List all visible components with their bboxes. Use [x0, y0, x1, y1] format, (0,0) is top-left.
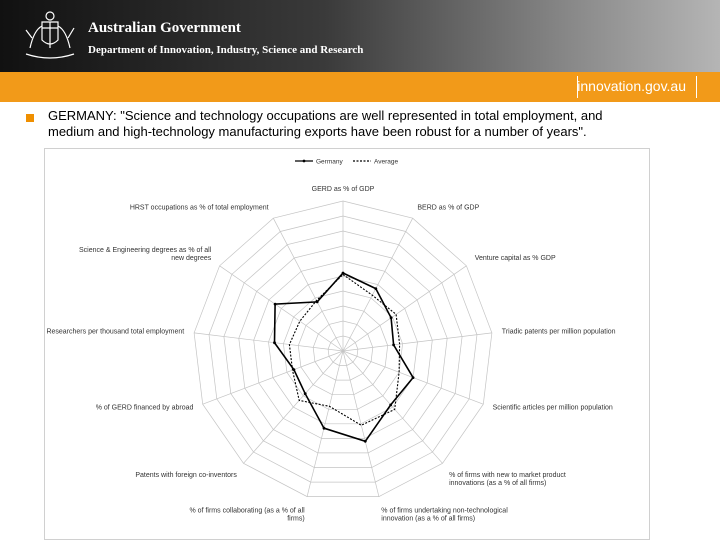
radar-spoke-6 [343, 351, 443, 463]
bar-divider-right [696, 76, 697, 98]
axis-label-13: HRST occupations as % of total employment [129, 204, 269, 212]
statement-line-1: GERMANY: "Science and technology occupations are well represented in total employment, and [48, 108, 603, 123]
header-banner [0, 0, 720, 72]
radar-chart-frame [44, 148, 650, 540]
data-point-germany-9 [304, 392, 307, 395]
axis-label-12: Science & Engineering degrees as % of all new degrees [78, 247, 212, 263]
bullet-icon [26, 114, 34, 122]
axis-label-8: % of firms collaborating (as a % of all firms) [189, 507, 305, 523]
radar-chart [45, 149, 649, 539]
data-point-germany-5 [412, 376, 415, 379]
site-link[interactable]: innovation.gov.au [577, 78, 686, 94]
series-line-germany [275, 273, 414, 441]
data-point-germany-2 [374, 287, 377, 290]
data-point-germany-8 [323, 427, 326, 430]
axis-label-5: Scientific articles per million population [492, 404, 613, 412]
axis-label-3: Venture capital as % GDP [474, 255, 556, 263]
legend-label-average: Average [374, 158, 399, 166]
axis-label-7: % of firms undertaking non-technological innovation (as a % of all firms) [381, 507, 508, 523]
data-point-germany-7 [364, 440, 367, 443]
coat-of-arms-icon [20, 8, 80, 64]
axis-label-4: Triadic patents per million population [501, 328, 616, 336]
radar-spoke-2 [343, 218, 413, 351]
government-title: Australian Government [88, 20, 241, 36]
department-name: Department of Innovation, Industry, Science and Research [88, 44, 364, 56]
data-point-germany-6 [389, 404, 392, 407]
data-point-germany-4 [392, 344, 395, 347]
axis-label-9: Patents with foreign co-inventors [135, 471, 237, 479]
radar-spoke-10 [203, 351, 343, 404]
axis-label-10: % of GERD financed by abroad [95, 404, 194, 412]
data-point-germany-3 [390, 316, 393, 319]
axis-label-1: GERD as % of GDP [311, 186, 375, 193]
legend-label-germany: Germany [316, 158, 343, 166]
slide-statement [48, 108, 698, 140]
axis-label-6: % of firms with new to market product innovations (as a % of all firms) [449, 471, 566, 487]
data-point-germany-12 [274, 303, 277, 306]
statement-line-2: medium and high-technology manufacturing exports have been robust for a number of years". [48, 124, 587, 139]
legend-marker-germany [303, 160, 306, 163]
data-point-germany-11 [273, 341, 276, 344]
data-point-germany-1 [342, 272, 345, 275]
axis-label-11: Researchers per thousand total employment [46, 328, 185, 336]
axis-label-2: BERD as % of GDP [417, 204, 480, 212]
